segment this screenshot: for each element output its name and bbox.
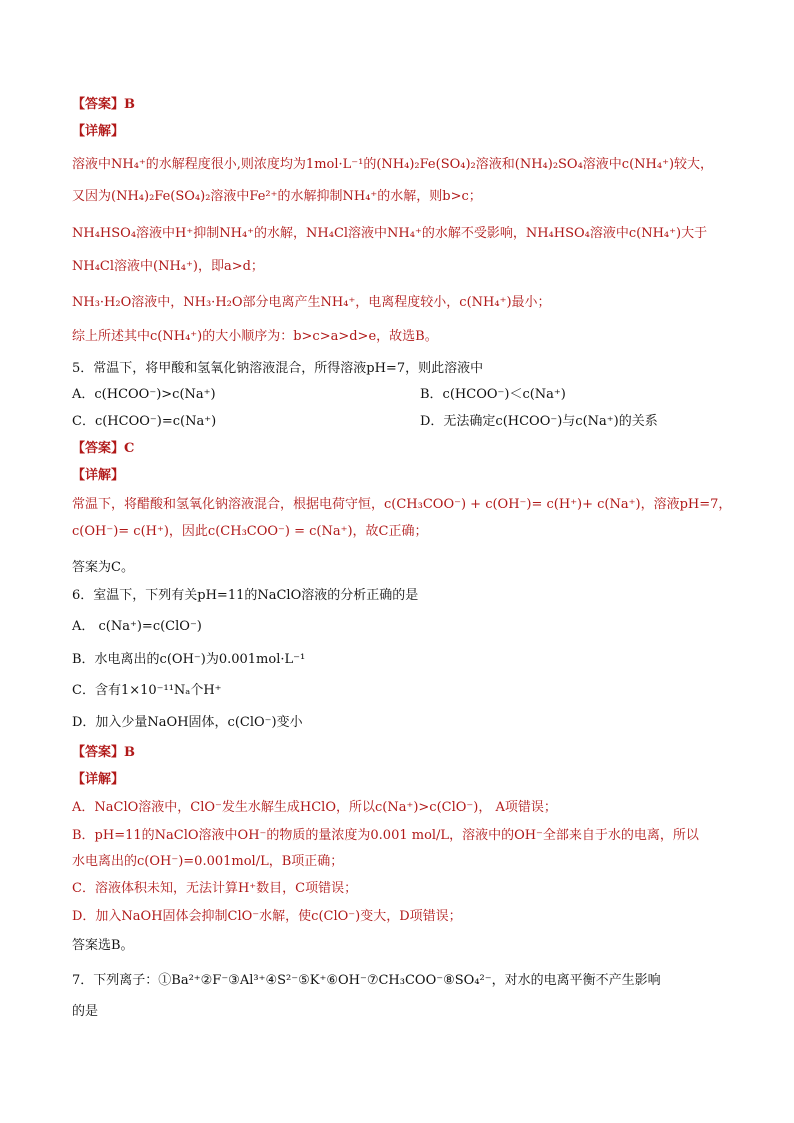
q5-option-a: A．c(HCOO⁻)>c(Na⁺) <box>72 387 216 402</box>
q4-detail-line-2: 又因为(NH₄)₂Fe(SO₄)₂溶液中Fe²⁺的水解抑制NH₄⁺的水解，则b>c； <box>72 189 482 204</box>
q4-detail-line-4: NH₄Cl溶液中(NH₄⁺)，即a>d； <box>72 259 264 274</box>
q6-detail-label: 【详解】 <box>72 772 125 787</box>
q5-answer: 【答案】C <box>72 441 135 456</box>
q6-conclusion: 答案选B。 <box>72 938 134 953</box>
q4-detail-line-3: NH₄HSO₄溶液中H⁺抑制NH₄⁺的水解，NH₄Cl溶液中NH₄⁺的水解不受影响，NH₄HSO₄溶液中c(NH₄⁺)大于 <box>72 226 708 241</box>
q4-detail-line-5: NH₃·H₂O溶液中，NH₃·H₂O部分电离产生NH₄⁺，电离程度较小，c(NH₄⁺)最小； <box>72 295 551 310</box>
q4-answer: 【答案】B <box>72 97 135 112</box>
q5-options-row-2 <box>72 413 732 430</box>
q5-option-d: D．无法确定c(HCOO⁻)与c(Na⁺)的关系 <box>420 414 658 429</box>
q5-option-c: C．c(HCOO⁻)=c(Na⁺) <box>72 414 217 429</box>
q6-detail-line-4: C．溶液体积未知，无法计算H⁺数目，C项错误； <box>72 881 358 896</box>
q5-detail-label: 【详解】 <box>72 468 125 483</box>
q6-option-b: B．水电离出的c(OH⁻)为0.001mol·L⁻¹ <box>72 652 306 667</box>
q6-detail-line-3: 水电离出的c(OH⁻)=0.001mol/L，B项正确； <box>72 854 344 869</box>
q6-answer: 【答案】B <box>72 745 135 760</box>
q5-option-b: B．c(HCOO⁻)＜c(Na⁺) <box>420 387 566 402</box>
q5-detail-line-1: 常温下，将醋酸和氢氧化钠溶液混合，根据电荷守恒，c(CH₃COO⁻) + c(OH⁻)= c(H⁺)+ c(Na⁺)，溶液pH=7， <box>72 497 732 512</box>
q6-option-c: C．含有1×10⁻¹¹Nₐ个H⁺ <box>72 683 222 698</box>
q5-conclusion: 答案为C。 <box>72 560 134 575</box>
q7-stem-line-2: 的是 <box>72 1004 99 1019</box>
q6-option-a: A． c(Na⁺)=c(ClO⁻) <box>72 619 202 634</box>
q4-detail-line-1: 溶液中NH₄⁺的水解程度很小,则浓度均为1mol·L⁻¹的(NH₄)₂Fe(SO₄)₂溶液和(NH₄)₂SO₄溶液中c(NH₄⁺)较大， <box>72 157 714 172</box>
q6-detail-line-5: D．加入NaOH固体会抑制ClO⁻水解，使c(ClO⁻)变大，D项错误； <box>72 909 462 924</box>
q6-option-d: D．加入少量NaOH固体，c(ClO⁻)变小 <box>72 715 303 730</box>
q5-options-row-1 <box>72 386 732 403</box>
q6-stem: 6．室温下，下列有关pH=11的NaClO溶液的分析正确的是 <box>72 588 419 603</box>
q4-detail-label: 【详解】 <box>72 124 125 139</box>
q6-detail-line-1: A．NaClO溶液中，ClO⁻发生水解生成HClO，所以c(Na⁺)>c(ClO⁻)， A项错误； <box>72 800 557 815</box>
q7-stem-line-1: 7．下列离子：①Ba²⁺②F⁻③Al³⁺④S²⁻⑤K⁺⑥OH⁻⑦CH₃COO⁻⑧SO₄²⁻，对水的电离平衡不产生影响 <box>72 973 661 988</box>
q5-stem: 5．常温下，将甲酸和氢氧化钠溶液混合，所得溶液pH=7，则此溶液中 <box>72 361 484 376</box>
q6-detail-line-2: B．pH=11的NaClO溶液中OH⁻的物质的量浓度为0.001 mol/L，溶液中的OH⁻全部来自于水的电离，所以 <box>72 828 699 843</box>
q5-detail-line-2: c(OH⁻)= c(H⁺)，因此c(CH₃COO⁻) = c(Na⁺)，故C正确； <box>72 524 428 539</box>
q4-detail-line-6: 综上所述其中c(NH₄⁺)的大小顺序为：b>c>a>d>e，故选B。 <box>72 329 438 344</box>
